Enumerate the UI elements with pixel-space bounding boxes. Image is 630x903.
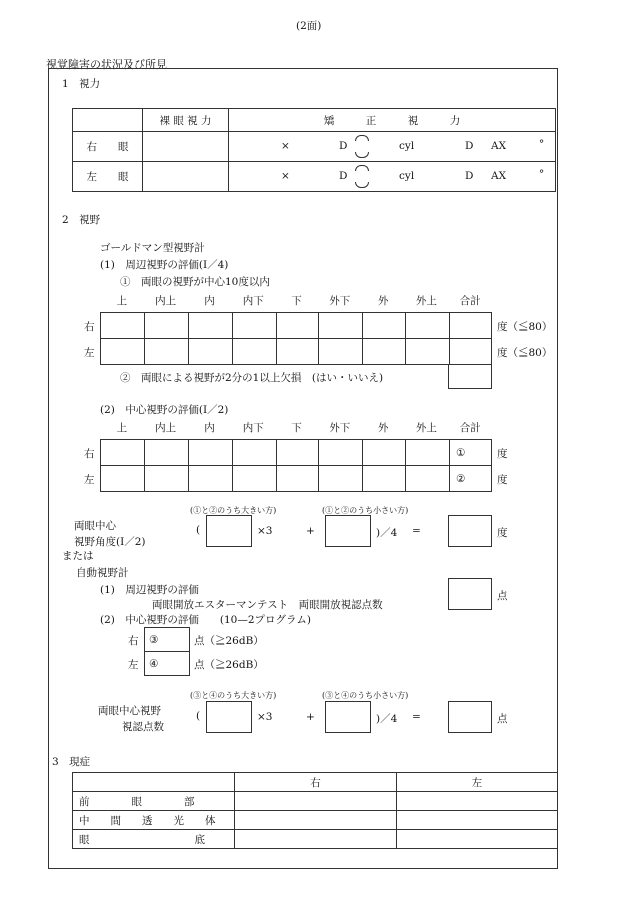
page-label: (2面): [296, 20, 322, 32]
row-label-right: 右: [128, 635, 139, 647]
bracket-icon: [355, 182, 369, 188]
note-smaller: (③と④のうち小さい方): [322, 691, 409, 700]
score-label: 両眼中心視野: [98, 705, 161, 717]
angle-result-box[interactable]: [448, 515, 492, 547]
score-result-box[interactable]: [448, 701, 492, 733]
s3-title: 3 現症: [52, 756, 91, 768]
header-right: 右: [235, 773, 397, 792]
central-table: [100, 439, 492, 492]
auto-label: 自動視野計: [76, 567, 129, 579]
note-larger: (③と④のうち大きい方): [190, 691, 277, 700]
header-left: 左: [397, 773, 558, 792]
row-label: 眼 底: [73, 830, 235, 849]
bracket-icon: [355, 152, 369, 158]
row-label-left: 左: [84, 474, 95, 486]
table-row: [101, 466, 492, 492]
s2-title: 2 視野: [62, 214, 101, 226]
corrected-left-field[interactable]: × D cyl D AX °: [229, 162, 556, 192]
section-title: 視覚障害の状況及び所見: [46, 58, 167, 71]
note-larger: (①と②のうち大きい方): [190, 506, 277, 515]
or-label: または: [62, 550, 94, 562]
direction-header-1: 上 内上 内 内下 下 外下 外 外上 合計: [116, 295, 481, 307]
s1-title: 1 視力: [62, 78, 101, 90]
angle-label: 視野角度(I／2): [74, 536, 146, 548]
esterman-box[interactable]: [448, 578, 492, 610]
auto-central-title: (2) 中心視野の評価 (10—2プログラム): [100, 614, 312, 626]
score-3[interactable]: ③: [145, 628, 190, 652]
score-4[interactable]: ④: [145, 652, 190, 676]
peripheral-item2: ② 両眼による視野が2分の1以上欠損 (はい・いいえ): [120, 372, 384, 384]
table-row: [73, 162, 556, 192]
unit-label: 度（≦80）: [497, 321, 553, 333]
row-label-right: 右: [84, 448, 95, 460]
corrected-right-field[interactable]: × D cyl D AX °: [229, 132, 556, 162]
unit-label: 度: [497, 474, 508, 486]
peripheral-table: [100, 312, 492, 365]
peripheral-item1: ① 両眼の視野が中心10度以内: [120, 276, 270, 288]
direction-header-2: 上 内上 内 内下 下 外下 外 外上 合計: [116, 422, 481, 434]
table-row: [73, 132, 556, 162]
item2-total-box[interactable]: [448, 364, 492, 389]
total-1[interactable]: ①: [450, 440, 492, 466]
table-row: [101, 440, 492, 466]
row-label-right: 右: [84, 321, 95, 333]
unit-label: 点: [497, 713, 508, 725]
larger-input[interactable]: [206, 515, 252, 547]
row-label-right: 右 眼: [73, 132, 143, 162]
row-label-left: 左: [128, 659, 139, 671]
smaller-input[interactable]: [325, 701, 371, 733]
bracket-icon: [355, 165, 369, 171]
row-label-left: 左 眼: [73, 162, 143, 192]
unit-label: 点: [497, 590, 508, 602]
header-naked: 裸 眼 視 力: [143, 109, 229, 132]
row-label-left: 左: [84, 347, 95, 359]
goldmann-label: ゴールドマン型視野計: [100, 242, 205, 254]
unit-label: 点（≧26dB）: [194, 659, 264, 671]
unit-label: 点（≧26dB）: [194, 635, 264, 647]
angle-label: 両眼中心: [74, 520, 116, 532]
larger-input[interactable]: [206, 701, 252, 733]
note-smaller: (①と②のうち小さい方): [322, 506, 409, 515]
unit-label: 度: [497, 448, 508, 460]
naked-left-field[interactable]: [143, 162, 229, 192]
unit-label: 度（≦80）: [497, 347, 553, 359]
esterman-label: 両眼開放エスターマンテスト 両眼開放視認点数: [152, 599, 383, 611]
table-row: [73, 811, 558, 830]
findings-table: [72, 772, 558, 849]
naked-right-field[interactable]: [143, 132, 229, 162]
smaller-input[interactable]: [325, 515, 371, 547]
visual-acuity-table: [72, 108, 556, 192]
score-label: 視認点数: [122, 721, 164, 733]
auto-central-table: [144, 627, 190, 676]
row-label: 中 間 透 光 体: [73, 811, 235, 830]
peripheral-title: (1) 周辺視野の評価(I／4): [100, 259, 229, 271]
table-row: [73, 830, 558, 849]
unit-label: 度: [497, 527, 508, 539]
total-2[interactable]: ②: [450, 466, 492, 492]
header-corrected: 矯 正 視 力: [229, 109, 556, 132]
auto-peripheral-title: (1) 周辺視野の評価: [100, 584, 199, 596]
table-row: [101, 313, 492, 339]
central-title: (2) 中心視野の評価(Ⅰ／2): [100, 404, 229, 416]
row-label: 前 眼 部: [73, 792, 235, 811]
table-row: [73, 792, 558, 811]
bracket-icon: [355, 135, 369, 141]
table-row: [101, 339, 492, 365]
